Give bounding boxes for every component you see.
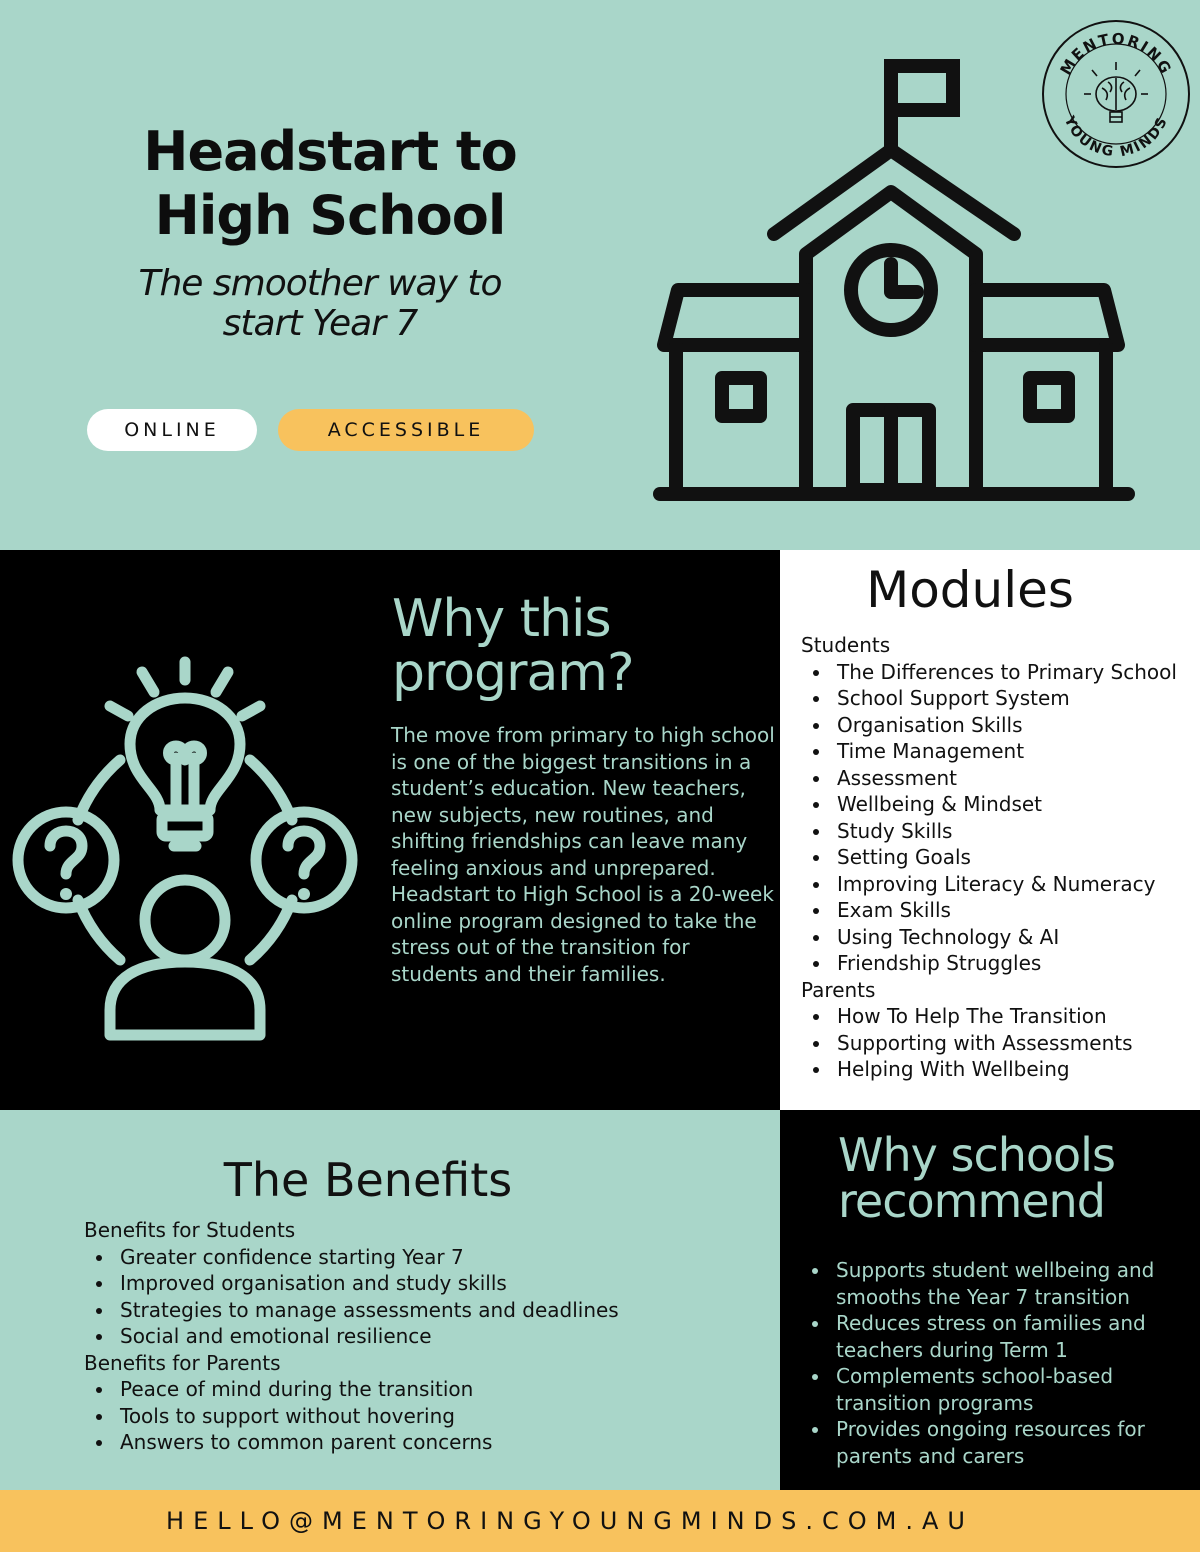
list-item: Strategies to manage assessments and deadlines — [84, 1297, 774, 1324]
list-item: Setting Goals — [801, 844, 1200, 871]
list-item: School Support System — [801, 685, 1200, 712]
list-item: The Differences to Primary School — [801, 659, 1200, 686]
title-line-2: High School — [154, 184, 506, 247]
list-item: Improving Literacy & Numeracy — [801, 871, 1200, 898]
list-item: Organisation Skills — [801, 712, 1200, 739]
why-program-body — [391, 722, 776, 987]
list-item: Improved organisation and study skills — [84, 1270, 774, 1297]
schools-heading-line-1: Why schools — [838, 1128, 1115, 1182]
list-item: Supports student wellbeing and smooths the Year 7 transition — [800, 1257, 1200, 1310]
list-item: Reduces stress on families and teachers during Term 1 — [800, 1310, 1200, 1363]
why-program-heading — [392, 589, 772, 703]
list-item: Wellbeing & Mindset — [801, 791, 1200, 818]
logo-top-text: MENTORING — [1056, 29, 1176, 79]
modules-list — [801, 632, 1200, 1083]
why-heading-line-1: Why this — [392, 589, 611, 649]
schools-heading-line-2: recommend — [838, 1174, 1105, 1228]
benefits-students-label: Benefits for Students — [84, 1218, 296, 1242]
brain-bulb-icon — [1084, 62, 1148, 122]
list-item: Friendship Struggles — [801, 950, 1200, 977]
modules-students-label: Students — [801, 633, 891, 657]
list-item: Provides ongoing resources for parents and carers — [800, 1416, 1200, 1469]
subtitle-line-1: The smoother way to — [138, 263, 502, 304]
why-heading-line-2: program? — [392, 643, 634, 703]
modules-heading: Modules — [866, 561, 1074, 619]
benefits-heading: The Benefits — [223, 1153, 513, 1207]
title-line-1: Headstart to — [143, 120, 517, 183]
page-subtitle — [60, 264, 580, 344]
list-item: Peace of mind during the transition — [84, 1376, 774, 1403]
why-paragraph-1: The move from primary to high school is one of the biggest transitions in a student’s education. New teachers, new subjects, new routines, and shifting friendships can leave many feeling anxious and unprepared. — [391, 723, 775, 880]
list-item: Complements school-based transition programs — [800, 1363, 1200, 1416]
tag-online: ONLINE — [87, 409, 257, 451]
list-item: Supporting with Assessments — [801, 1030, 1200, 1057]
page-title — [60, 120, 600, 248]
schools-recommend-list — [800, 1257, 1200, 1469]
logo-bottom-text: YOUNG MINDS — [1060, 113, 1172, 161]
contact-email[interactable]: HELLO@MENTORINGYOUNGMINDS.COM.AU — [166, 1507, 974, 1535]
subtitle-line-2: start Year 7 — [222, 303, 418, 344]
why-paragraph-2: Headstart to High School is a 20-week online program designed to take the stress out of the transition for students and their families. — [391, 882, 774, 986]
list-item: Helping With Wellbeing — [801, 1056, 1200, 1083]
brand-logo — [1040, 18, 1192, 170]
lightbulb-question-icon — [10, 650, 360, 1050]
list-item: Greater confidence starting Year 7 — [84, 1244, 774, 1271]
list-item: Answers to common parent concerns — [84, 1429, 774, 1456]
list-item: Study Skills — [801, 818, 1200, 845]
list-item: Using Technology & AI — [801, 924, 1200, 951]
list-item: Time Management — [801, 738, 1200, 765]
list-item: Assessment — [801, 765, 1200, 792]
benefits-parents-label: Benefits for Parents — [84, 1350, 281, 1375]
schools-recommend-heading — [838, 1128, 1198, 1228]
list-item: Exam Skills — [801, 897, 1200, 924]
list-item: Social and emotional resilience — [84, 1323, 774, 1350]
list-item: Tools to support without hovering — [84, 1403, 774, 1430]
modules-parents-label: Parents — [801, 977, 876, 1002]
benefits-list — [84, 1217, 774, 1456]
tag-accessible: ACCESSIBLE — [278, 409, 534, 451]
list-item: How To Help The Transition — [801, 1003, 1200, 1030]
